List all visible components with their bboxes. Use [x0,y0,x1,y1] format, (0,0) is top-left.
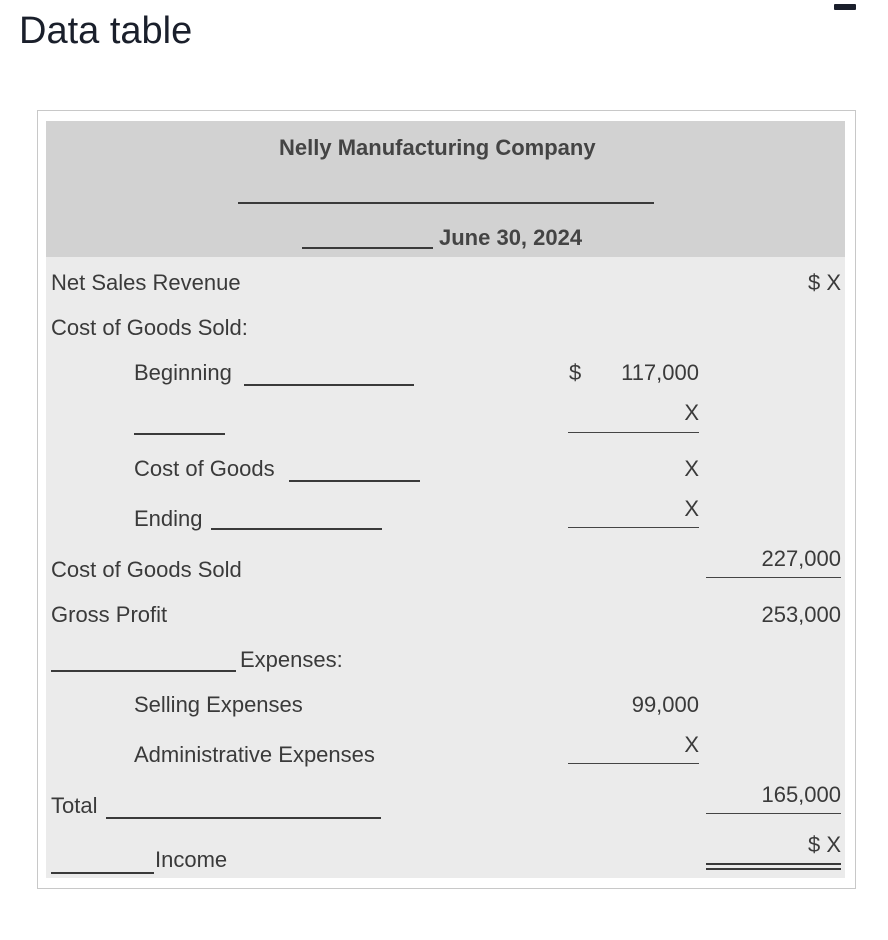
period-blank[interactable] [302,247,433,249]
cost-of-goods-blank[interactable] [289,480,420,482]
beginning-blank[interactable] [244,384,414,386]
subtotal-rule-2 [568,527,699,528]
beginning-label: Beginning [134,360,232,385]
income-label: Income [155,847,228,872]
cost-of-goods-value: X [684,456,699,481]
cost-of-goods-label: Cost of Goods [134,456,275,481]
beginning-currency: $ [569,360,582,385]
income-double-rule [706,863,841,870]
income-value: $ X [807,832,841,857]
selling-expenses-value: 99,000 [631,692,699,717]
gross-profit-label: Gross Profit [51,602,168,627]
expenses-type-blank[interactable] [51,670,236,672]
total-blank[interactable] [106,817,381,819]
total-value: 165,000 [761,782,841,807]
net-sales-label: Net Sales Revenue [51,270,241,295]
total-rule [706,813,841,814]
beginning-value: 117,000 [621,360,699,385]
minimize-icon[interactable] [834,4,856,10]
cogs-label: Cost of Goods Sold [51,557,242,582]
cogs-header-label: Cost of Goods Sold: [51,315,248,340]
statement-date: June 30, 2024 [439,225,583,250]
income-type-blank[interactable] [51,872,154,874]
ending-blank[interactable] [211,528,382,530]
admin-expenses-value: X [684,732,699,757]
company-name: Nelly Manufacturing Company [279,135,596,160]
net-sales-value: $ X [807,270,841,295]
cogs-value: 227,000 [761,546,841,571]
expenses-header-label: Expenses: [240,647,343,672]
admin-expenses-label: Administrative Expenses [134,742,375,767]
cogs-rule [706,577,841,578]
gross-profit-value: 253,000 [761,602,841,627]
ending-label: Ending [134,506,203,531]
subtotal-rule-1 [568,432,699,433]
expenses-rule [568,763,699,764]
page-title: Data table [19,10,193,52]
statement-title-blank[interactable] [238,202,654,204]
total-label: Total [51,793,98,818]
blank-line-blank[interactable] [134,433,225,435]
ending-value: X [684,496,699,521]
selling-expenses-label: Selling Expenses [134,692,303,717]
blank-line-value: X [684,400,699,425]
